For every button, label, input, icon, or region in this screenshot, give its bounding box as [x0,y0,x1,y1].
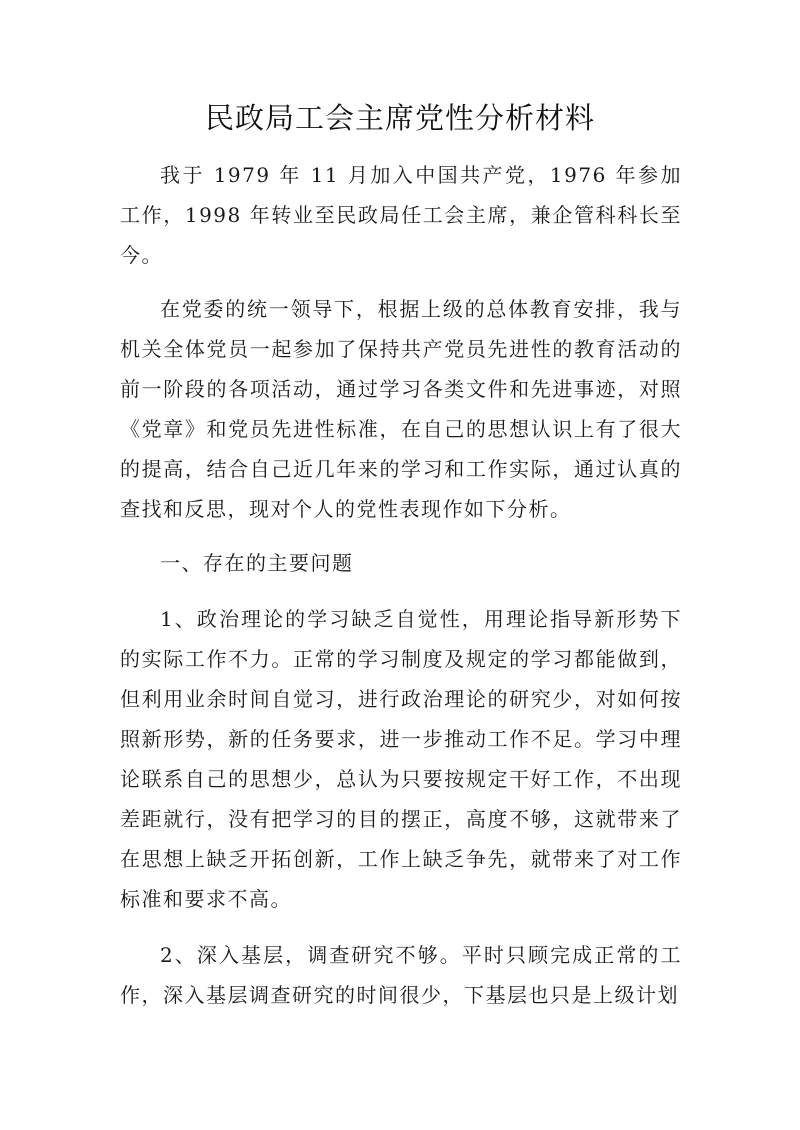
paragraph-spacer [120,529,682,543]
paragraph-spacer [120,583,682,599]
paragraph-introduction: 在党委的统一领导下，根据上级的总体教育安排，我与机关全体党员一起参加了保持共产党员先进性的教育活动的前一阶段的各项活动，通过学习各类文件和先进事迹，对照《党章》和党员先进性标准，在自己的思想认识上有了很大的提高，结合自己近几年来的学习和工作实际，通过认真的查找和反思，现对个人的党性表现作如下分析。 [120,297,682,521]
section-heading-main-problems: 一、存在的主要问题 [160,551,354,575]
paragraph-personal-background: 我于 1979 年 11 月加入中国共产党，1976 年参加工作，1998 年转业至民政局任工会主席，兼企管科科长至今。 [120,163,682,267]
paragraph-problem-1: 1、政治理论的学习缺乏自觉性，用理论指导新形势下的实际工作不力。正常的学习制度及规定的学习都能做到，但利用业余时间自觉习，进行政治理论的研究少，对如何按照新形势，新的任务要求，进一步推动工作不足。学习中理论联系自己的思想少，总认为只要按规定干好工作，不出现差距就行，没有把学习的目的摆正，高度不够，这就带来了在思想上缺乏开拓创新，工作上缺乏争先，就带来了对工作标准和要求不高。 [120,607,682,911]
paragraph-spacer [120,275,682,289]
document-body [120,155,682,1015]
paragraph-problem-2: 2、深入基层，调查研究不够。平时只顾完成正常的工作，深入基层调查研究的时间很少，下基层也只是上级计划 [120,943,682,1007]
document-title: 民政局工会主席党性分析材料 [204,101,595,135]
paragraph-spacer [120,919,682,935]
